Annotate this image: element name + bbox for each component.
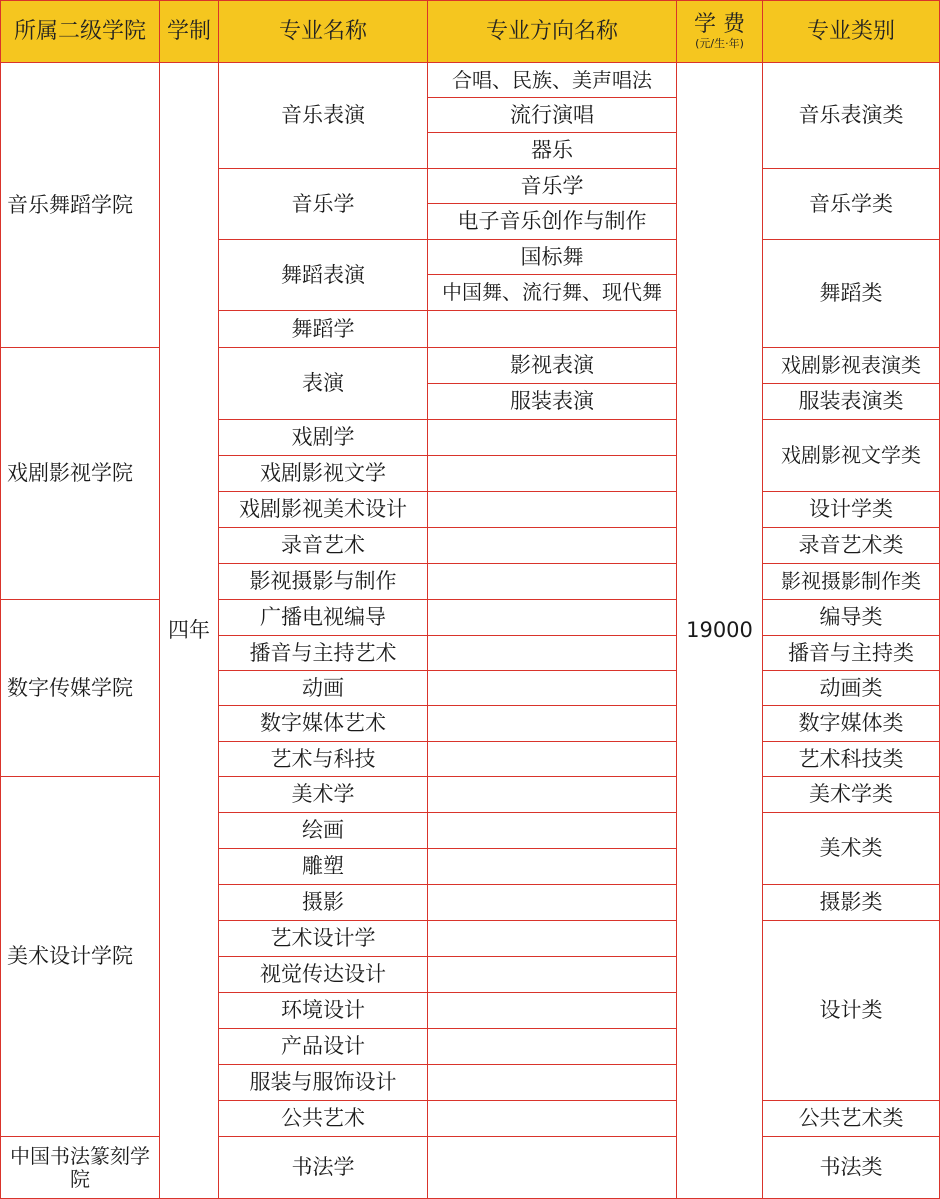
category-row: 编导类 (762, 599, 940, 635)
category-row: 录音艺术类 (762, 527, 940, 563)
category-row: 音乐学类 (762, 168, 940, 239)
direction-row: 影视表演 (427, 347, 676, 383)
direction-empty (427, 884, 676, 920)
direction-row: 服装表演 (427, 383, 676, 419)
major-row: 书法学 (218, 1136, 427, 1199)
direction-empty (427, 310, 676, 347)
direction-empty (427, 670, 676, 705)
major-row: 录音艺术 (218, 527, 427, 563)
college-calligraphy: 中国书法篆刻学院 (0, 1136, 159, 1199)
header-fee (676, 0, 762, 62)
direction-empty (427, 1064, 676, 1100)
direction-empty (427, 992, 676, 1028)
category-row: 公共艺术类 (762, 1100, 940, 1136)
major-row: 表演 (218, 347, 427, 419)
major-row: 视觉传达设计 (218, 956, 427, 992)
major-row: 音乐表演 (218, 62, 427, 168)
category-row: 服装表演类 (762, 383, 940, 419)
direction-empty (427, 741, 676, 776)
major-row: 美术学 (218, 776, 427, 812)
direction-empty (427, 956, 676, 992)
major-row: 数字媒体艺术 (218, 705, 427, 741)
category-row: 影视摄影制作类 (762, 563, 940, 599)
header-direction: 专业方向名称 (427, 0, 676, 62)
major-row: 服装与服饰设计 (218, 1064, 427, 1100)
direction-empty (427, 1100, 676, 1136)
header-fee-unit: (元/生·年) (695, 37, 744, 51)
category-row: 美术类 (762, 812, 940, 884)
fee-value: 19000 (676, 62, 762, 1199)
major-row: 摄影 (218, 884, 427, 920)
direction-empty (427, 599, 676, 635)
direction-empty (427, 1136, 676, 1199)
category-row: 戏剧影视表演类 (762, 347, 940, 383)
direction-row: 流行演唱 (427, 97, 676, 132)
header-major: 专业名称 (218, 0, 427, 62)
category-row: 设计学类 (762, 491, 940, 527)
category-row: 艺术科技类 (762, 741, 940, 776)
direction-row: 器乐 (427, 132, 676, 168)
category-row: 音乐表演类 (762, 62, 940, 168)
major-row: 戏剧影视文学 (218, 455, 427, 491)
major-row: 戏剧学 (218, 419, 427, 455)
header-college: 所属二级学院 (0, 0, 159, 62)
duration-value: 四年 (159, 62, 218, 1199)
direction-empty (427, 635, 676, 670)
major-row: 艺术与科技 (218, 741, 427, 776)
direction-empty (427, 455, 676, 491)
major-row: 雕塑 (218, 848, 427, 884)
major-row: 艺术设计学 (218, 920, 427, 956)
major-row: 公共艺术 (218, 1100, 427, 1136)
direction-empty (427, 776, 676, 812)
direction-empty (427, 563, 676, 599)
major-row: 影视摄影与制作 (218, 563, 427, 599)
header-duration: 学制 (159, 0, 218, 62)
college-drama-film: 戏剧影视学院 (0, 347, 159, 599)
direction-empty (427, 527, 676, 563)
category-row: 书法类 (762, 1136, 940, 1199)
category-row: 数字媒体类 (762, 705, 940, 741)
category-row: 动画类 (762, 670, 940, 705)
direction-row: 国标舞 (427, 239, 676, 274)
direction-row: 电子音乐创作与制作 (427, 203, 676, 239)
direction-empty (427, 419, 676, 455)
direction-empty (427, 848, 676, 884)
college-music-dance: 音乐舞蹈学院 (0, 62, 159, 347)
direction-empty (427, 491, 676, 527)
category-row: 舞蹈类 (762, 239, 940, 347)
major-row: 广播电视编导 (218, 599, 427, 635)
major-row: 绘画 (218, 812, 427, 848)
major-row: 动画 (218, 670, 427, 705)
direction-empty (427, 920, 676, 956)
college-digital-media: 数字传媒学院 (0, 599, 159, 776)
category-row: 摄影类 (762, 884, 940, 920)
major-row: 产品设计 (218, 1028, 427, 1064)
direction-empty (427, 812, 676, 848)
direction-empty (427, 705, 676, 741)
direction-row: 合唱、民族、美声唱法 (427, 62, 676, 97)
major-row: 环境设计 (218, 992, 427, 1028)
major-row: 戏剧影视美术设计 (218, 491, 427, 527)
category-row: 设计类 (762, 920, 940, 1100)
major-row: 音乐学 (218, 168, 427, 239)
category-row: 美术学类 (762, 776, 940, 812)
header-fee-title: 学 费 (694, 12, 745, 38)
category-row: 播音与主持类 (762, 635, 940, 670)
major-row: 播音与主持艺术 (218, 635, 427, 670)
major-row: 舞蹈学 (218, 310, 427, 347)
header-category: 专业类别 (762, 0, 940, 62)
college-fine-arts-design: 美术设计学院 (0, 776, 159, 1136)
major-row: 舞蹈表演 (218, 239, 427, 310)
category-row: 戏剧影视文学类 (762, 419, 940, 491)
direction-row: 中国舞、流行舞、现代舞 (427, 274, 676, 310)
direction-row: 音乐学 (427, 168, 676, 203)
direction-empty (427, 1028, 676, 1064)
